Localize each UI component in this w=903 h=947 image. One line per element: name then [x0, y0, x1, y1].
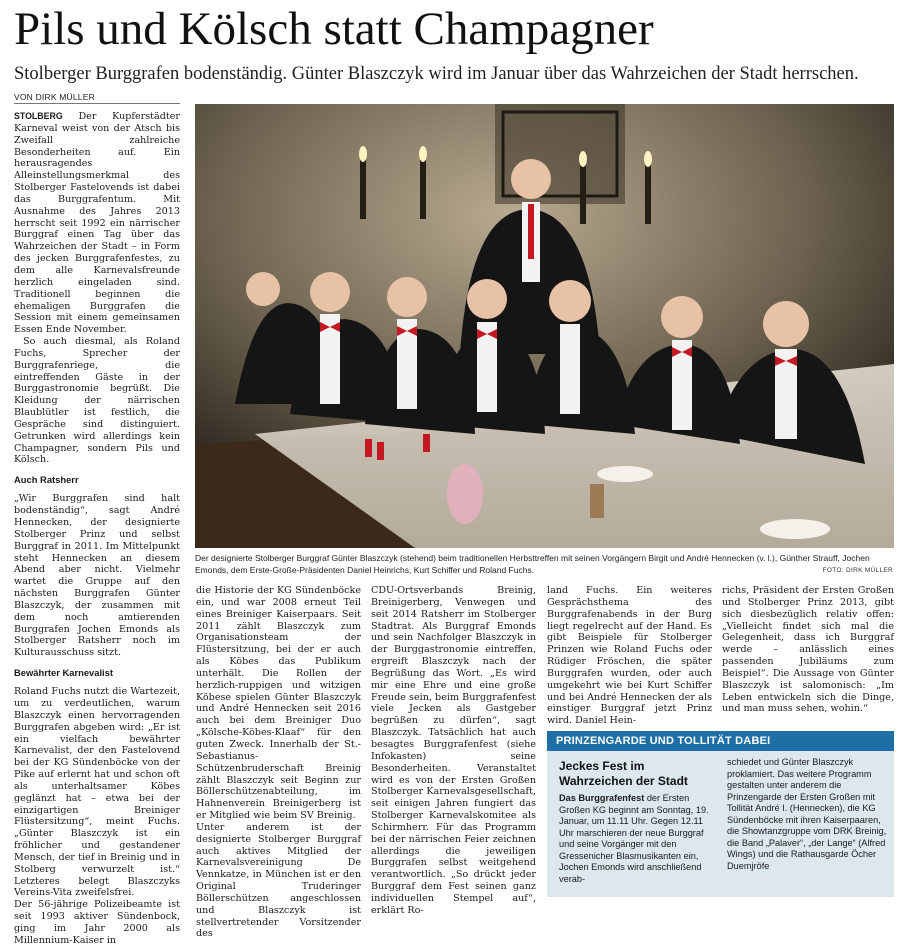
paragraph: richs, Präsident der Ersten Großen und Stolberger Prinz 2013, gibt sich diesbezüglich relativ offen: „Vielleicht findet sich mal die Gelegenheit, dass ich Burggraf werde – anlässlich eines passenden Jubiläums zum Beispiel“. Die Aussage von Günter Blaszczyk ist salomonisch: „Im Leben entwickeln sich die Dinge, und man muss sehen, wohin.“	[722, 585, 894, 715]
info-box-text-1	[559, 793, 717, 897]
info-box-text-2: schiedet und Günter Blaszczyk proklamiert. Das weitere Programm gestalten unter anderem die Prinzengarde der Ersten Großen mit Tollität André I. (Hennecken), die KG Sündenböcke mit ihren Kaiserpaaren, die Showtanzgruppe vom DRK Breinig, die Band „Palaver“, „der Lange“ (Alfred Wings) und die Rathausgarde Öcher Duemjröfe	[727, 757, 887, 871]
paragraph: „Wir Burggrafen sind halt bodenständig“, sagt André Hennecken, der designierte Stolberger Prinz und selbst Burggraf in 2011. Im Mittelpunkt steht Hennecken an diesem Abend aber nicht. Vielmehr wartet die Gruppe auf den nächsten Burggrafen Günter Blaszczyk, der zusammen mit dem noch amtierenden Burggrafen Jochen Emonds als Stolberger Ratsherr noch im Kulturausschuss sitzt.	[14, 493, 180, 659]
info-box	[547, 731, 894, 897]
photo-credit: FOTO: DIRK MÜLLER	[822, 567, 893, 574]
subheadline: Stolberger Burggrafen bodenständig. Günter Blaszczyk wird im Januar über das Wahrzeichen der Stadt herrschen.	[14, 64, 859, 84]
paragraph: land Fuchs. Ein weiteres Gesprächsthema des Burggrafenabends in der Burg liegt regelrecht auf der Hand. Es gibt Beispiele für Stolberger Prinzen wie Roland Fuchs oder Rüdiger Fröschen, die später Burggrafen wurden, oder auch umgekehrt wie bei Kurt Schiffer und bei André Hennecken der als einstiger Burggraf jetzt Prinz wird. Daniel Hein-	[547, 585, 712, 727]
article-column-5	[722, 585, 894, 717]
paragraph: Der 56-jährige Polizeibeamte ist seit 1993 aktiver Sündenbock, ging im Jahr 2000 als Millennium-Kaiser in	[14, 899, 180, 946]
photo-illustration	[195, 104, 894, 548]
photo-caption: Der designierte Stolberger Burggraf Günter Blaszczyk (stehend) beim traditionellen Herbsttreffen mit seinen Vorgängern Birgit und André Hennecken (v. l.), Günther Strauff, Jochen Emonds, dem Erste-Große-Präsidenten Daniel Heinrichs, Kurt Schiffer und Roland Fuchs.	[195, 553, 870, 575]
article-column-4	[547, 585, 712, 727]
paragraph: Unter anderem ist der designierte Stolberger Burggraf auch aktives Mitglied der Karnevalsvereinigung De Vennkatze, in München ist er den Original Truderinger Böllerschützen angeschlossen und Blaszczyk ist stellvertretender Vorsitzender des	[196, 821, 361, 940]
paragraph: Roland Fuchs nutzt die Wartezeit, um zu verdeutlichen, warum Blaszczyk einen hervorragenden Burggrafen abgeben wird: „Er ist ein vielfach bewährter Karnevalist, der den Fastelovend bei der KG Sündenböcke von der Pike auf erlernt hat und schon oft als unterhaltsamer Köbes geglänzt hat – etwa bei der einzigartigen Breiniger Flüstersitzung“, meint Fuchs. „Günter Blaszczyk ist ein fröhlicher und gestandener Mensch, der tief in Breinig und in Stolberg verwurzelt ist.“ Letzteres belegt Blaszczyks Vereins-Vita zweifelsfrei.	[14, 686, 180, 899]
article-column-2	[196, 585, 361, 940]
subheading: Auch Ratsherr	[14, 474, 79, 486]
paragraph: CDU-Ortsverbands Breinig, Breinigerberg, Venwegen und seit 2014 Ratsherr im Stolberger Stadtrat. Als Burggraf Emonds und sein Nachfolger Blaszczyk in der Burggastronomie eintreffen, ergreift Blaszczyk nach der Begrüßung das Wort. „Es wird mir eine Ehre und eine große Freude sein, beim Burggrafenfest viele Jecken als Gastgeber begrüßen zu dürfen“, sagt Blaszczyk. Tatsächlich hat auch besagtes Burggrafenfest (siehe Infokasten) seine Besonderheiten. Veranstaltet wird es von der Ersten Großen Stolberger Karnevalsgesellschaft, seit einigen Jahren fungiert das Stolberger Karnevalskomitee als Schirmherr. Für das Programm bei der närrischen Feier zeichnen allerdings die jeweiligen Burggrafen selbst weitgehend verantwortlich. „So drückt jeder Burggraf dem Fest seinen ganz individuellen Stempel auf“, erklärt Ro-	[371, 585, 536, 916]
info-box-header: PRINZENGARDE UND TOLLITÄT DABEI	[547, 731, 894, 751]
paragraph: So auch diesmal, als Roland Fuchs, Sprecher der Burggrafenriege, die eintreffenden Gäste in der Burggastronomie begrüßt. Die Kleidung der närrischen Blaublütler ist festlich, die Gespräche sind distinguiert. Getrunken wird allerdings kein Champagner, sondern Pils und Kölsch.	[14, 336, 180, 466]
info-box-title: Jeckes Fest im Wahrzeichen der Stadt	[559, 759, 688, 788]
paragraph	[14, 111, 180, 336]
byline: VON DIRK MÜLLER	[14, 92, 180, 104]
subheading: Bewährter Karnevalist	[14, 667, 114, 679]
paragraph-text: Der Kupferstädter Karneval weist von der Atsch bis Zweifall zahlreiche Besonderheiten auf. Ein herausragendes Alleinstellungsmerkmal des Stolberger Fastelovends ist dabei das Burggrafentum. Mit Ausnahme des Jahres 2013 herrscht seit 1992 ein närrischer Burggraf einen Tag über das Wahrzeichen der Stadt – in Form des jecken Burggrafenfestes, zu dem alle Karnevalsfreunde herzlich eingeladen sind. Traditionell beginnen die ehemaligen Burggrafen die Session mit einem gemeinsamen Essen Ende November.	[14, 111, 180, 336]
info-box-text: der Ersten Großen KG beginnt am Sonntag, 19. Januar, um 11.11 Uhr. Gegen 12.11 Uhr marschieren der neue Burggraf und seine Vorgänger mit den Gressenicher Blasmusikanten ein, Jochen Emonds wird anschließend verab-	[559, 793, 709, 884]
info-box-lead: Das Burggrafenfest	[559, 793, 645, 803]
group-photo	[195, 104, 894, 548]
dateline: STOLBERG	[14, 111, 63, 121]
article-column-3	[371, 585, 536, 916]
headline: Pils und Kölsch statt Champagner	[14, 3, 654, 55]
paragraph: die Historie der KG Sündenböcke ein, und war 2008 erneut Teil eines Breiniger Kaiserpaars. Seit 2011 zählt Blaszczyk zum Organisationsteam der Flüstersitzung, bei der er auch als Köbes das Publikum unterhält. Die Rollen der herzlich-ruppigen und witzigen Köbese spielen Günter Blaszczyk und André Hennecken seit 2016 auch bei dem Breiniger Duo „Kölsche-Köbes-Klaaf“ für den guten Zweck. Innerhalb der St.-Sebastianus-Schützenbruderschaft Breinig zählt Blaszczyk seit Beginn zur Böllerschützenabteilung, im Hahnenverein Breinigerberg ist er Mitglied wie beim SV Breinig.	[196, 585, 361, 822]
article-column-1	[14, 111, 180, 946]
